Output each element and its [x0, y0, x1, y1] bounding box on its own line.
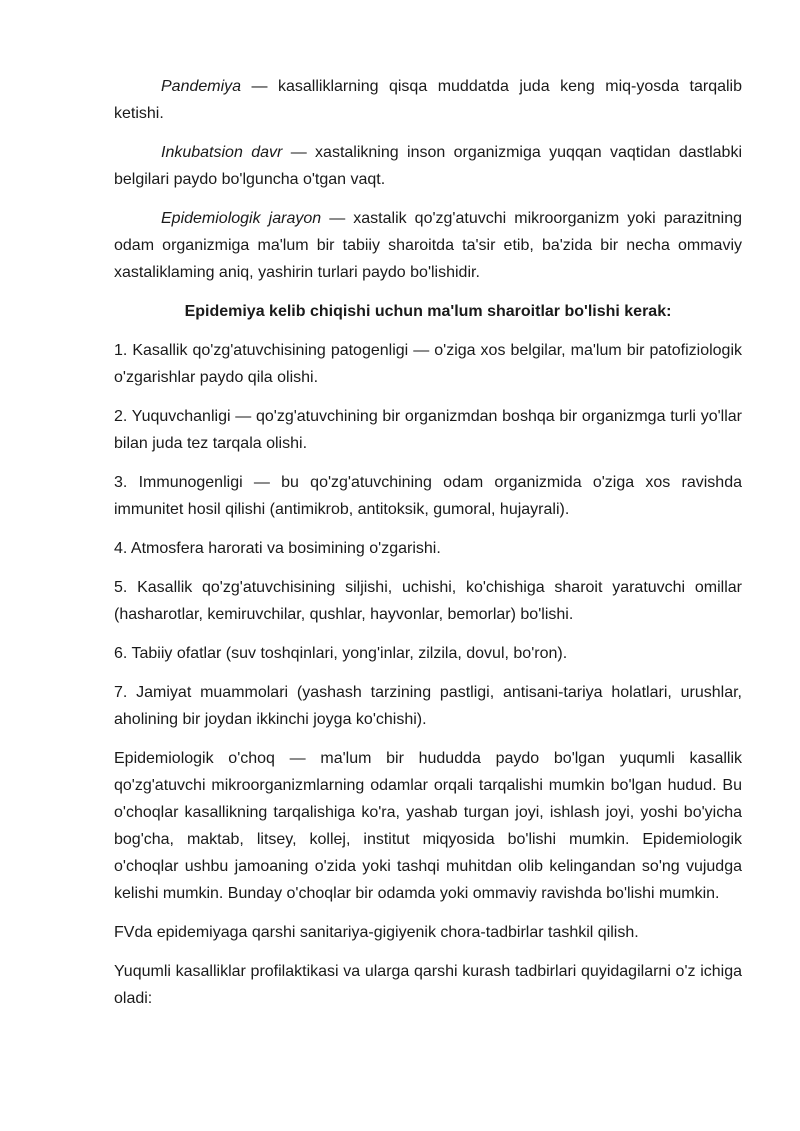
list-item: 4. Atmosfera harorati va bosimining o'zgarishi. [114, 540, 441, 557]
definition-inkubatsion-davr [114, 139, 742, 193]
term-inkubatsion-davr: Inkubatsion davr [161, 144, 283, 161]
list-item: 6. Tabiiy ofatlar (suv toshqinlari, yong'inlar, zilzila, dovul, bo'ron). [114, 645, 568, 662]
paragraph-yuqumli-kasalliklar: Yuqumli kasalliklar profilaktikasi va ularga qarshi kurash tadbirlari quyidagilarni o'z ichiga oladi: [114, 963, 742, 1007]
list-item: 1. Kasallik qo'zg'atuvchisining patogenligi — o'ziga xos belgilar, ma'lum bir patofiziologik o'zgarishlar paydo qila olishi. [114, 342, 742, 386]
paragraph-epidemiologik-ochoq: Epidemiologik o'choq — ma'lum bir hududda paydo bo'lgan yuqumli kasallik qo'zg'atuvchi mikroorganizmlarning odamlar orqali tarqalishi mumkin bo'lgan hudud. Bu o'choqlar kasallikning tarqalishiga ko'ra, yashab turgan joyi, ishlash joyi, yoshi bo'yicha bog'cha, maktab, litsey, kollej, institut miqyosida bo'lishi mumkin. Epidemiologik o'choqlar ushbu jamoaning o'zida yoki tashqi muhitdan olib kelingandan so'ng vujudga kelishi mumkin. Bunday o'choqlar bir odamda yoki ommaviy ravishda bo'lishi mumkin. [114, 750, 742, 902]
definition-text: — xastalik qo'zg'atuvchi mikroorganizm yoki parazitning odam organizmiga ma'lum bir tabiiy sharoitda ta'sir etib, ba'zida bir necha ommaviy xastaliklaming aniq, yashirin turlari paydo bo'lishidir. [114, 210, 743, 281]
list-item: 2. Yuquvchanligi — qo'zg'atuvchining bir organizmdan boshqa bir organizmga turli yo'llar bilan juda tez tarqala olishi. [114, 408, 742, 452]
section-heading: Epidemiya kelib chiqishi uchun ma'lum sharoitlar bo'lishi kerak: [184, 303, 672, 320]
definition-text: — kasalliklarning qisqa muddatda juda keng miq-yosda tarqalib ketishi. [114, 78, 742, 122]
paragraph-fvda-epidemiyaga: FVda epidemiyaga qarshi sanitariya-gigiyenik chora-tadbirlar tashkil qilish. [114, 924, 639, 941]
list-item: 7. Jamiyat muammolari (yashash tarzining pastligi, antisani-tariya holatlari, urushlar, aholining bir joydan ikkinchi joyga ko'chishi). [114, 684, 742, 728]
term-pandemiya: Pandemiya [161, 78, 242, 95]
definition-epidemiologik-jarayon [114, 205, 742, 286]
list-item: 5. Kasallik qo'zg'atuvchisining siljishi, uchishi, ko'chishiga sharoit yaratuvchi omillar (hasharotlar, kemiruvchilar, qushlar, hayvonlar, bemorlar) bo'lishi. [114, 579, 742, 623]
term-epidemiologik-jarayon: Epidemiologik jarayon [161, 210, 322, 227]
definition-pandemiya [114, 73, 742, 127]
document-body [114, 73, 742, 1024]
definition-text: — xastalikning inson organizmiga yuqqan vaqtidan dastlabki belgilari paydo bo'lguncha o'tgan vaqt. [114, 144, 742, 188]
list-item: 3. Immunogenligi — bu qo'zg'atuvchining odam organizmida o'ziga xos ravishda immunitet hosil qilishi (antimikrob, antitoksik, gumoral, hujayrali). [114, 474, 742, 518]
